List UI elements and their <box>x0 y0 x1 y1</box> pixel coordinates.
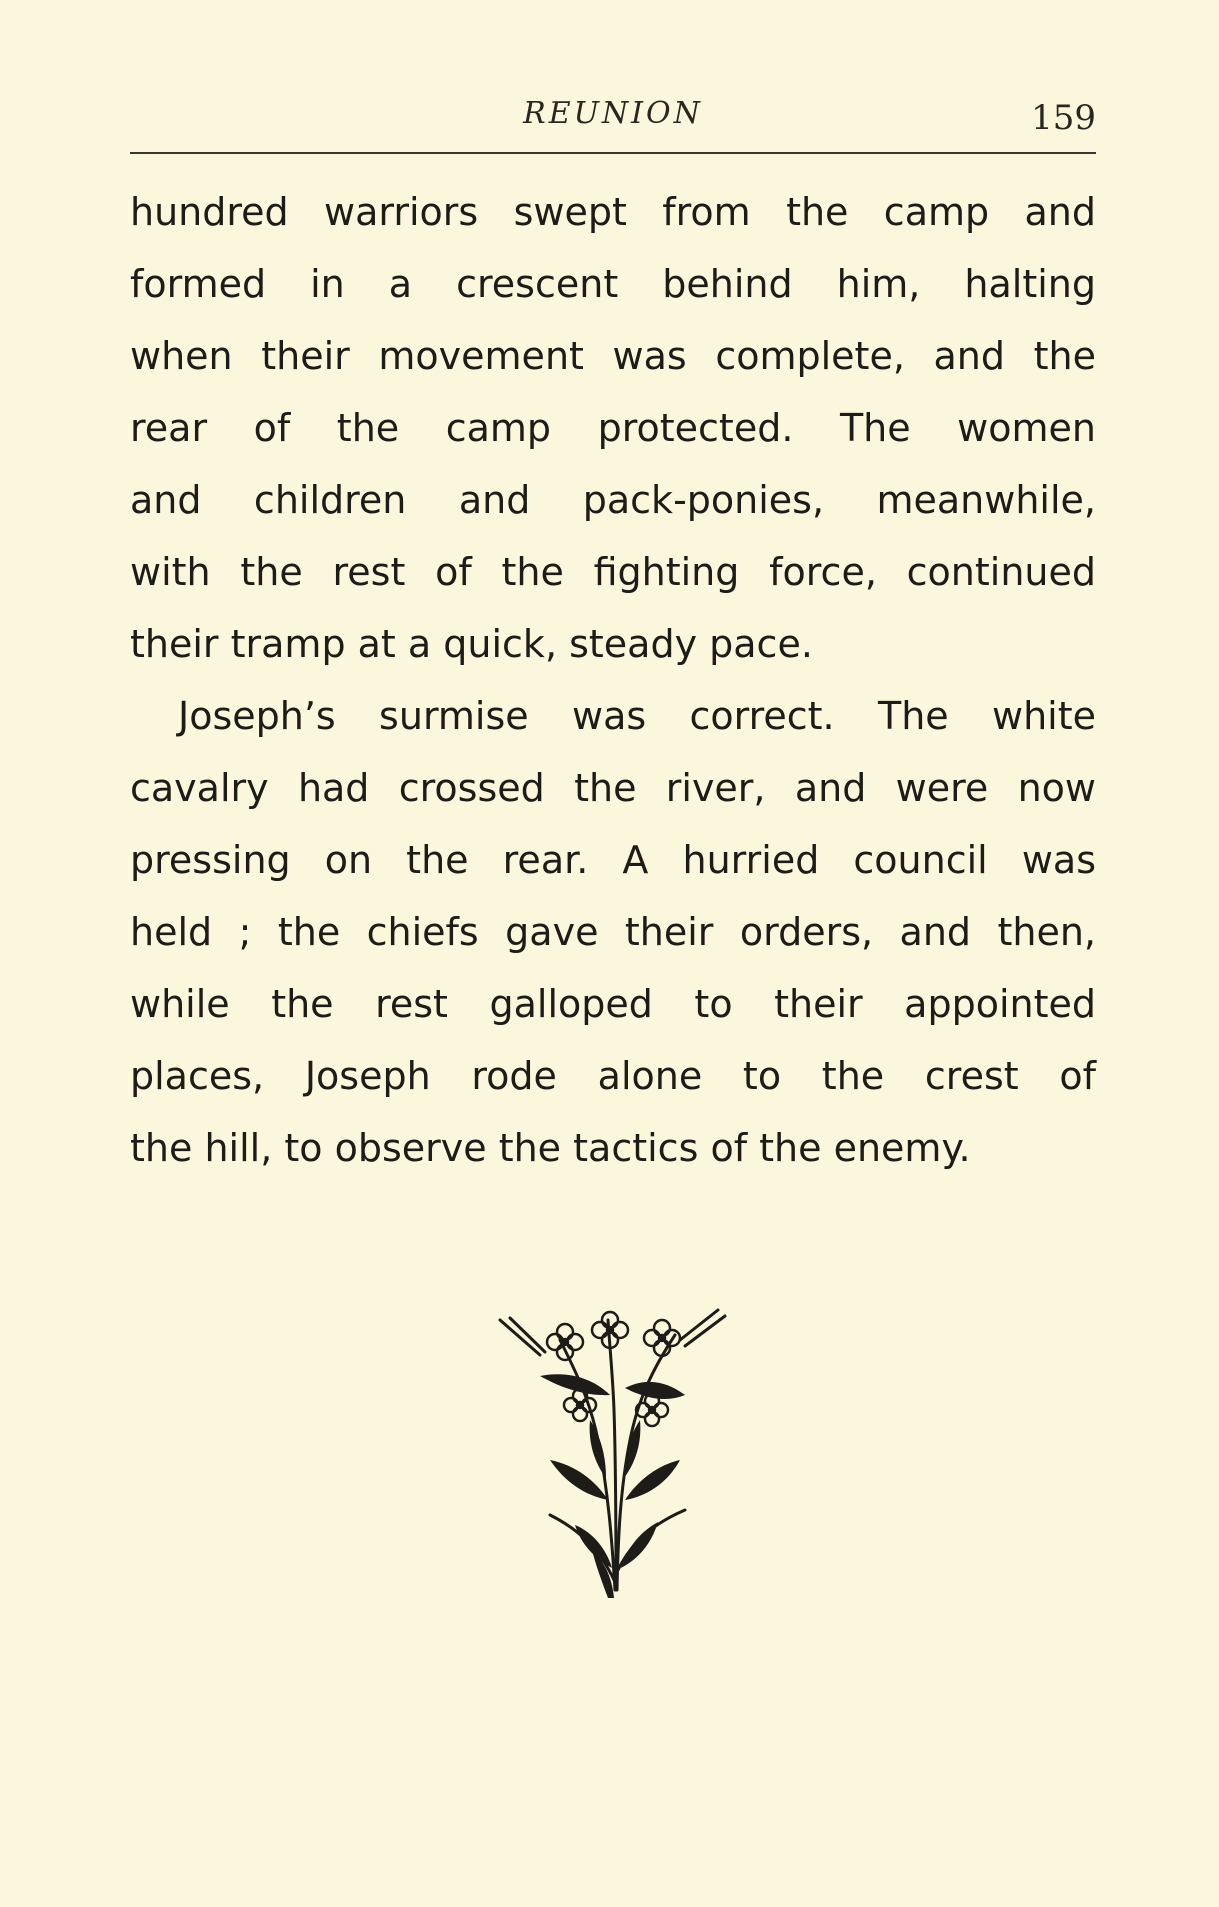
text-line: places, Joseph rode alone to the crest of <box>130 1054 1096 1098</box>
text-line: and children and pack-ponies, meanwhile, <box>130 478 1096 522</box>
floral-tailpiece-icon <box>480 1300 750 1600</box>
text-line: while the rest galloped to their appointed <box>130 982 1096 1026</box>
text-line: pressing on the rear. A hurried council was <box>130 838 1096 882</box>
running-head <box>130 92 1096 152</box>
running-title: REUNION <box>523 96 703 131</box>
header-rule <box>130 152 1096 154</box>
text-line: when their movement was complete, and the <box>130 334 1096 378</box>
text-line: formed in a crescent behind him, halting <box>130 262 1096 306</box>
page-number: 159 <box>1031 98 1096 138</box>
text-line: hundred warriors swept from the camp and <box>130 190 1096 234</box>
text-line: their tramp at a quick, steady pace. <box>130 622 813 666</box>
text-line: rear of the camp protected. The women <box>130 406 1096 450</box>
text-line: with the rest of the fighting force, continued <box>130 550 1096 594</box>
text-line: held ; the chiefs gave their orders, and then, <box>130 910 1096 954</box>
body-text <box>130 176 1096 1184</box>
text-line: cavalry had crossed the river, and were now <box>130 766 1096 810</box>
text-line: Joseph’s surmise was correct. The white <box>178 694 1096 738</box>
text-line: the hill, to observe the tactics of the enemy. <box>130 1126 971 1170</box>
